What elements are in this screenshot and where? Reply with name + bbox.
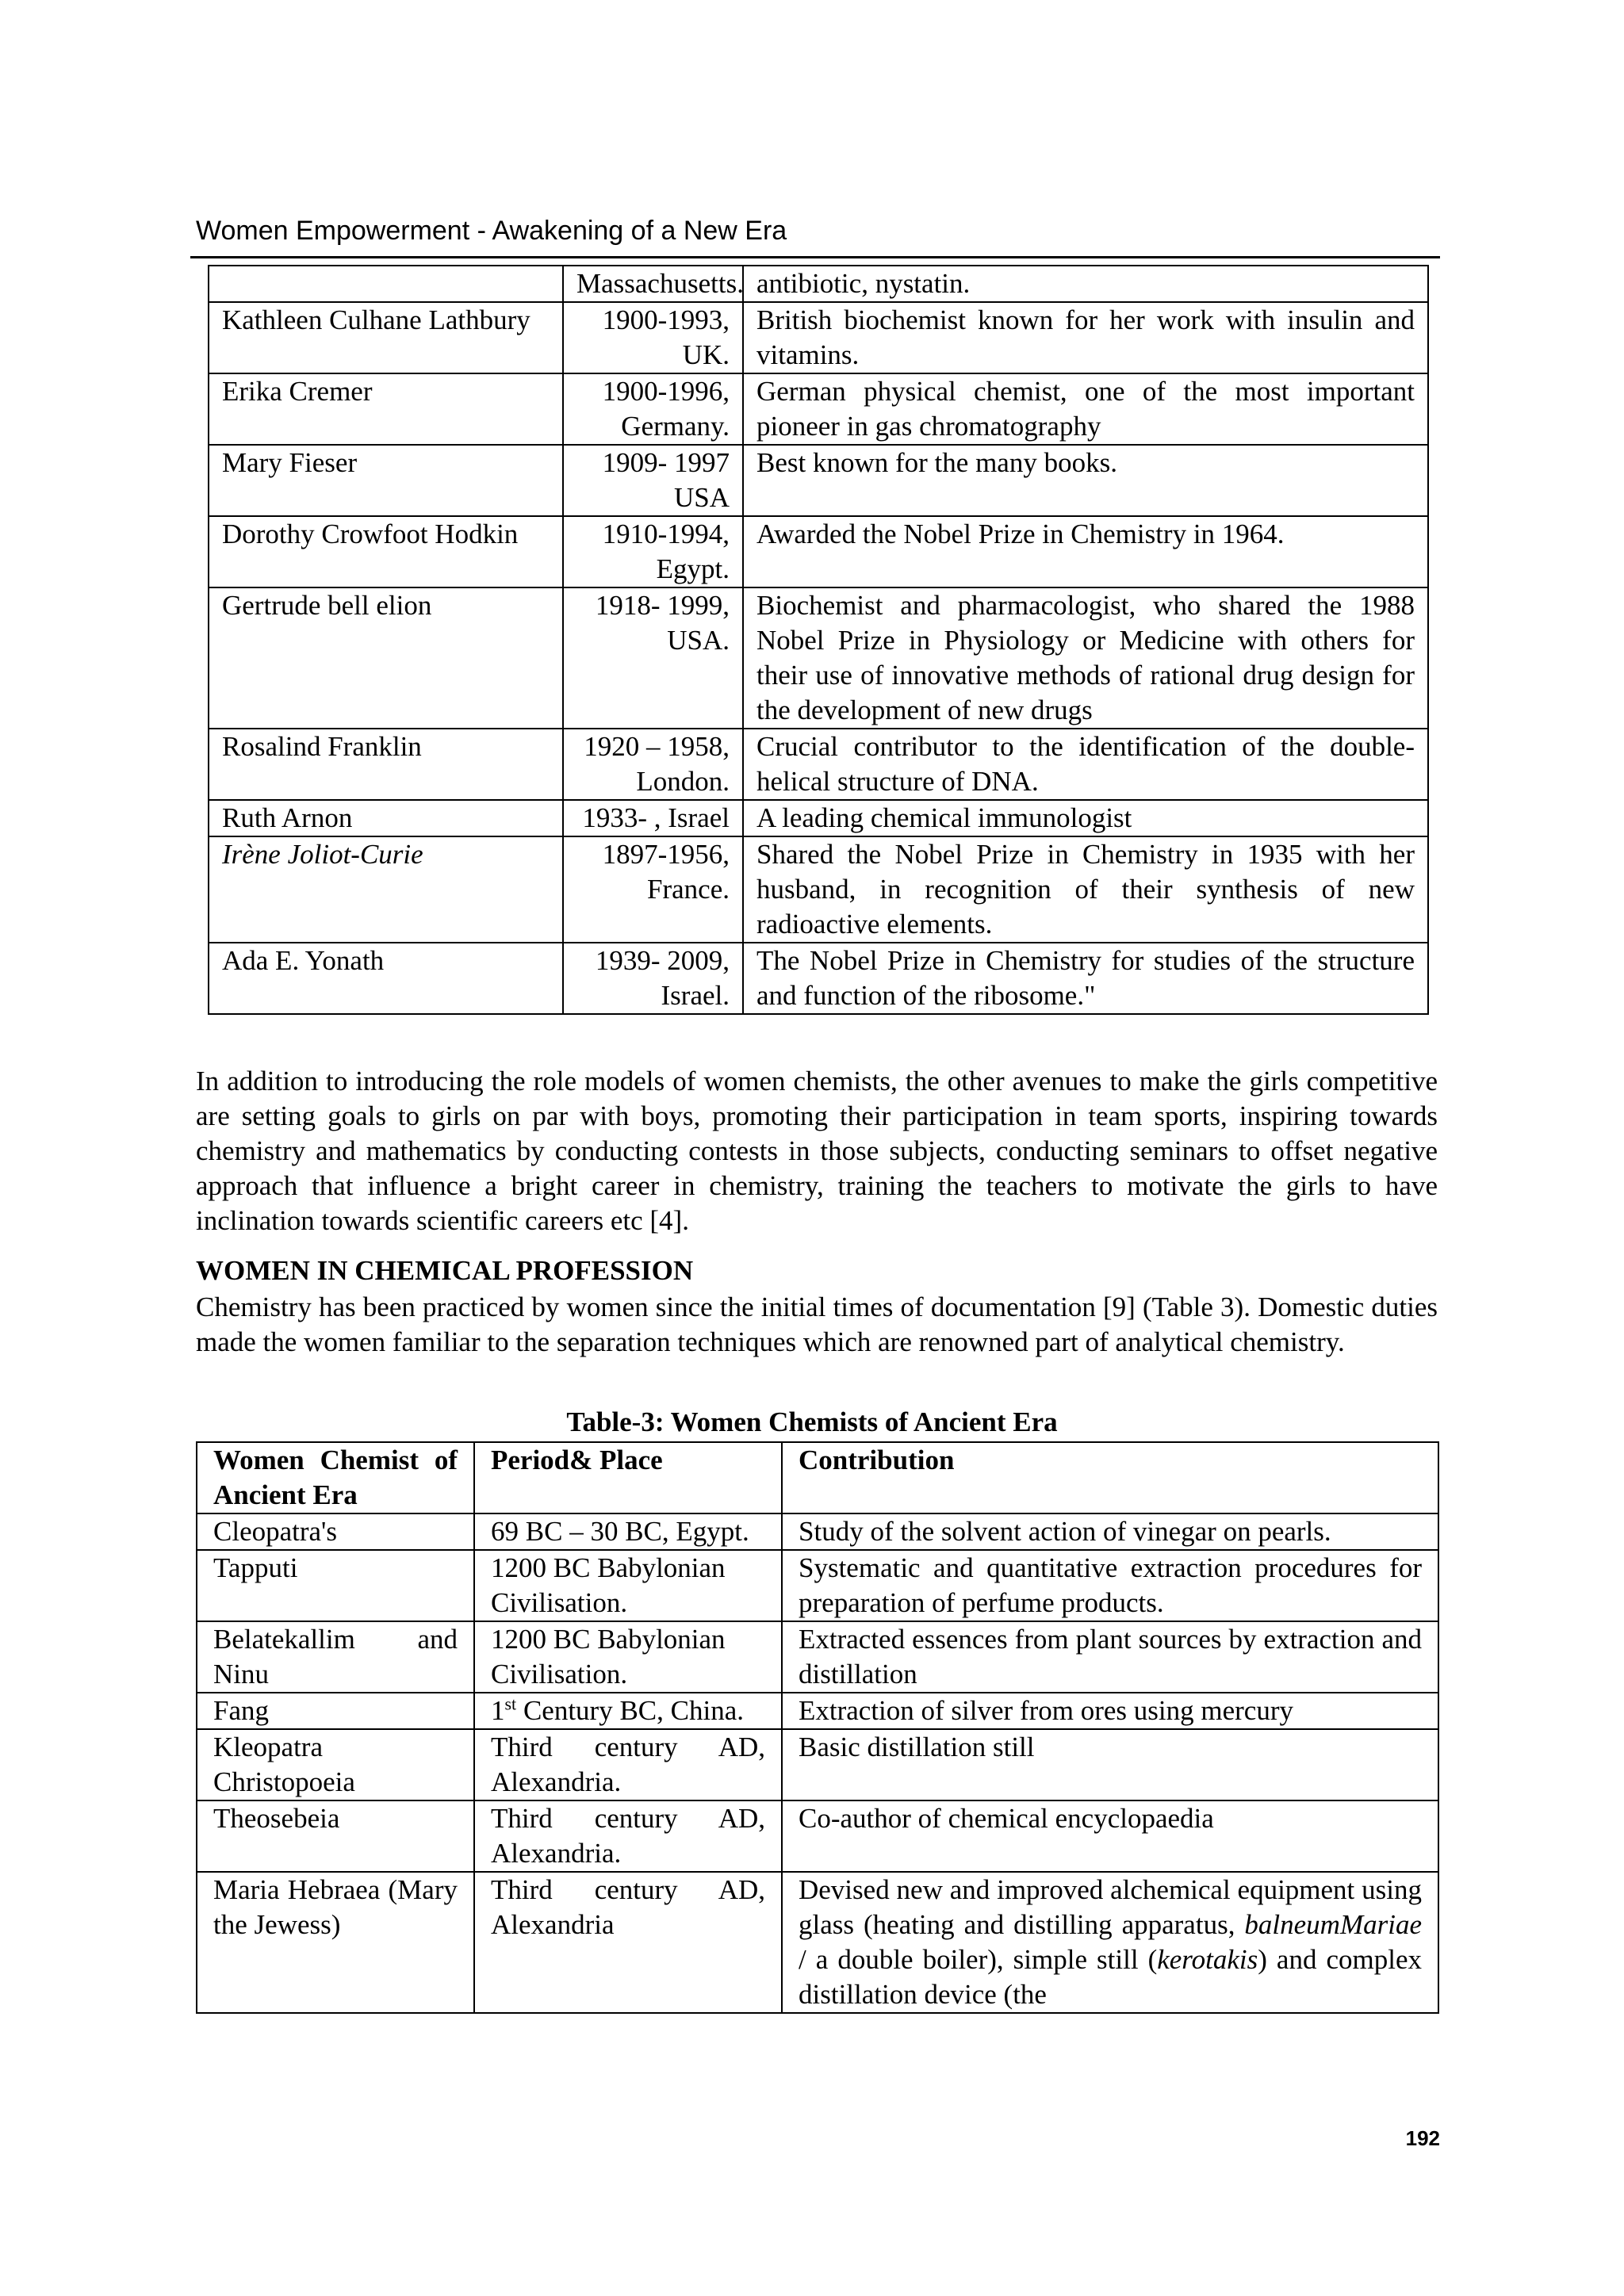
table-row: [197, 1800, 1438, 1872]
table-cell-contribution: Systematic and quantitative extraction procedures for preparation of perfume products.: [782, 1550, 1438, 1621]
table-cell-period: 1933- , Israel: [563, 800, 743, 836]
column-header: Contribution: [782, 1442, 1438, 1513]
table-cell-period: Massachusetts.: [563, 266, 743, 302]
table-cell-period: 1920 – 1958, London.: [563, 729, 743, 800]
table-cell-contribution: The Nobel Prize in Chemistry for studies of the structure and function of the ribosome.": [743, 943, 1428, 1014]
table-header-row: [197, 1442, 1438, 1513]
section-heading: WOMEN IN CHEMICAL PROFESSION: [196, 1255, 694, 1286]
table-row: [209, 266, 1428, 302]
table-cell-contribution: Study of the solvent action of vinegar on pearls.: [782, 1513, 1438, 1550]
contribution-text: Devised new and improved alchemical equipment using glass (heating and distilling apparatus,: [799, 1874, 1422, 1940]
table-cell-period: 1939- 2009, Israel.: [563, 943, 743, 1014]
table-cell-name: Cleopatra's: [197, 1513, 474, 1550]
table-cell-name: Maria Hebraea (Mary the Jewess): [197, 1872, 474, 2013]
table-cell-contribution: German physical chemist, one of the most important pioneer in gas chromatography: [743, 373, 1428, 445]
table-row: [197, 1693, 1438, 1729]
table-cell-contribution: Extraction of silver from ores using mercury: [782, 1693, 1438, 1729]
table-cell-name: Tapputi: [197, 1550, 474, 1621]
table-cell-name: Fang: [197, 1693, 474, 1729]
table-cell-period: 1910-1994, Egypt.: [563, 516, 743, 587]
page-number: 192: [1405, 2126, 1440, 2150]
contribution-term: kerotakis: [1157, 1944, 1258, 1975]
table-cell-name: Theosebeia: [197, 1800, 474, 1872]
table-cell-name: Dorothy Crowfoot Hodkin: [209, 516, 563, 587]
running-header: Women Empowerment - Awakening of a New Era: [196, 216, 787, 246]
contribution-term: balneumMariae: [1244, 1909, 1422, 1940]
table-row: [209, 445, 1428, 516]
table-cell-name: Ruth Arnon: [209, 800, 563, 836]
table-row: [209, 302, 1428, 373]
table-cell-period: 1200 BC Babylonian Civilisation.: [474, 1621, 782, 1693]
table-cell-name: [209, 266, 563, 302]
table-cell-name: Irène Joliot-Curie: [209, 836, 563, 943]
table-cell-period: 1900-1996, Germany.: [563, 373, 743, 445]
table-row: [197, 1513, 1438, 1550]
table-row: [197, 1729, 1438, 1800]
period-rest: Century BC, China.: [516, 1695, 744, 1726]
table-caption: Table-3: Women Chemists of Ancient Era: [566, 1406, 1058, 1437]
table-row: [209, 943, 1428, 1014]
period-number: 1: [491, 1695, 505, 1726]
body-paragraph: Chemistry has been practiced by women since the initial times of documentation [9] (Table 3). Domestic duties made the women familiar to the separation techniques which are renowned part of analytical chemistry.: [196, 1292, 1438, 1357]
table-cell-contribution: Extracted essences from plant sources by extraction and distillation: [782, 1621, 1438, 1693]
table-cell-period: Third century AD, Alexandria.: [474, 1800, 782, 1872]
table-cell-contribution: Best known for the many books.: [743, 445, 1428, 516]
table-cell-period: 1897-1956, France.: [563, 836, 743, 943]
table-cell-name: Ada E. Yonath: [209, 943, 563, 1014]
table-row: [209, 373, 1428, 445]
table-cell-period: 1918- 1999, USA.: [563, 587, 743, 729]
table-cell-contribution: Crucial contributor to the identification of the double-helical structure of DNA.: [743, 729, 1428, 800]
contribution-text: ) and complex distillation device (the: [799, 1944, 1422, 2010]
table-cell-contribution: Shared the Nobel Prize in Chemistry in 1935 with her husband, in recognition of their synthesis of new radioactive elements.: [743, 836, 1428, 943]
table-cell-contribution: Biochemist and pharmacologist, who shared the 1988 Nobel Prize in Physiology or Medicine with others for their use of innovative methods of rational drug design for the development of new drugs: [743, 587, 1428, 729]
table-row: [197, 1621, 1438, 1693]
table-cell-contribution: British biochemist known for her work with insulin and vitamins.: [743, 302, 1428, 373]
table-cell-period: 1200 BC Babylonian Civilisation.: [474, 1550, 782, 1621]
table-cell-period: Third century AD, Alexandria.: [474, 1729, 782, 1800]
column-header: Period& Place: [474, 1442, 782, 1513]
table-cell-contribution: Awarded the Nobel Prize in Chemistry in 1964.: [743, 516, 1428, 587]
table-cell-name: Kathleen Culhane Lathbury: [209, 302, 563, 373]
table-row: [197, 1872, 1438, 2013]
table-row: [197, 1550, 1438, 1621]
table-cell-name: Erika Cremer: [209, 373, 563, 445]
table-row: [209, 800, 1428, 836]
table-cell-name: Rosalind Franklin: [209, 729, 563, 800]
table-cell-period: 69 BC – 30 BC, Egypt.: [474, 1513, 782, 1550]
table-row: [209, 516, 1428, 587]
period-ordinal-suffix: st: [504, 1693, 517, 1714]
table-cell-period: 1909- 1997 USA: [563, 445, 743, 516]
table-cell-contribution: Basic distillation still: [782, 1729, 1438, 1800]
column-header: Women Chemist of Ancient Era: [197, 1442, 474, 1513]
table-cell-period: [474, 1693, 782, 1729]
contribution-text: / a double boiler), simple still (: [799, 1944, 1158, 1975]
table-row: [209, 729, 1428, 800]
body-paragraph: In addition to introducing the role models of women chemists, the other avenues to make the girls competitive are setting goals to girls on par with boys, promoting their participation in team sports, inspiring towards chemistry and mathematics by conducting contests in those subjects, conducting seminars to offset negative approach that influence a bright career in chemistry, training the teachers to motivate the girls to have inclination towards scientific careers etc [4].: [196, 1066, 1438, 1236]
table-cell-contribution: [782, 1872, 1438, 2013]
table-cell-name: Kleopatra Christopoeia: [197, 1729, 474, 1800]
table-cell-period: Third century AD, Alexandria: [474, 1872, 782, 2013]
ancient-women-chemists-table: [196, 1441, 1439, 2014]
table-cell-contribution: A leading chemical immunologist: [743, 800, 1428, 836]
women-chemists-table-continued: [208, 265, 1429, 1015]
header-rule: [190, 256, 1440, 258]
table-cell-contribution: Co-author of chemical encyclopaedia: [782, 1800, 1438, 1872]
table-cell-period: 1900-1993, UK.: [563, 302, 743, 373]
table-cell-name: Gertrude bell elion: [209, 587, 563, 729]
table-row: [209, 836, 1428, 943]
table-cell-name: Mary Fieser: [209, 445, 563, 516]
table-cell-contribution: antibiotic, nystatin.: [743, 266, 1428, 302]
table-cell-name: Belatekallim and Ninu: [197, 1621, 474, 1693]
table-row: [209, 587, 1428, 729]
